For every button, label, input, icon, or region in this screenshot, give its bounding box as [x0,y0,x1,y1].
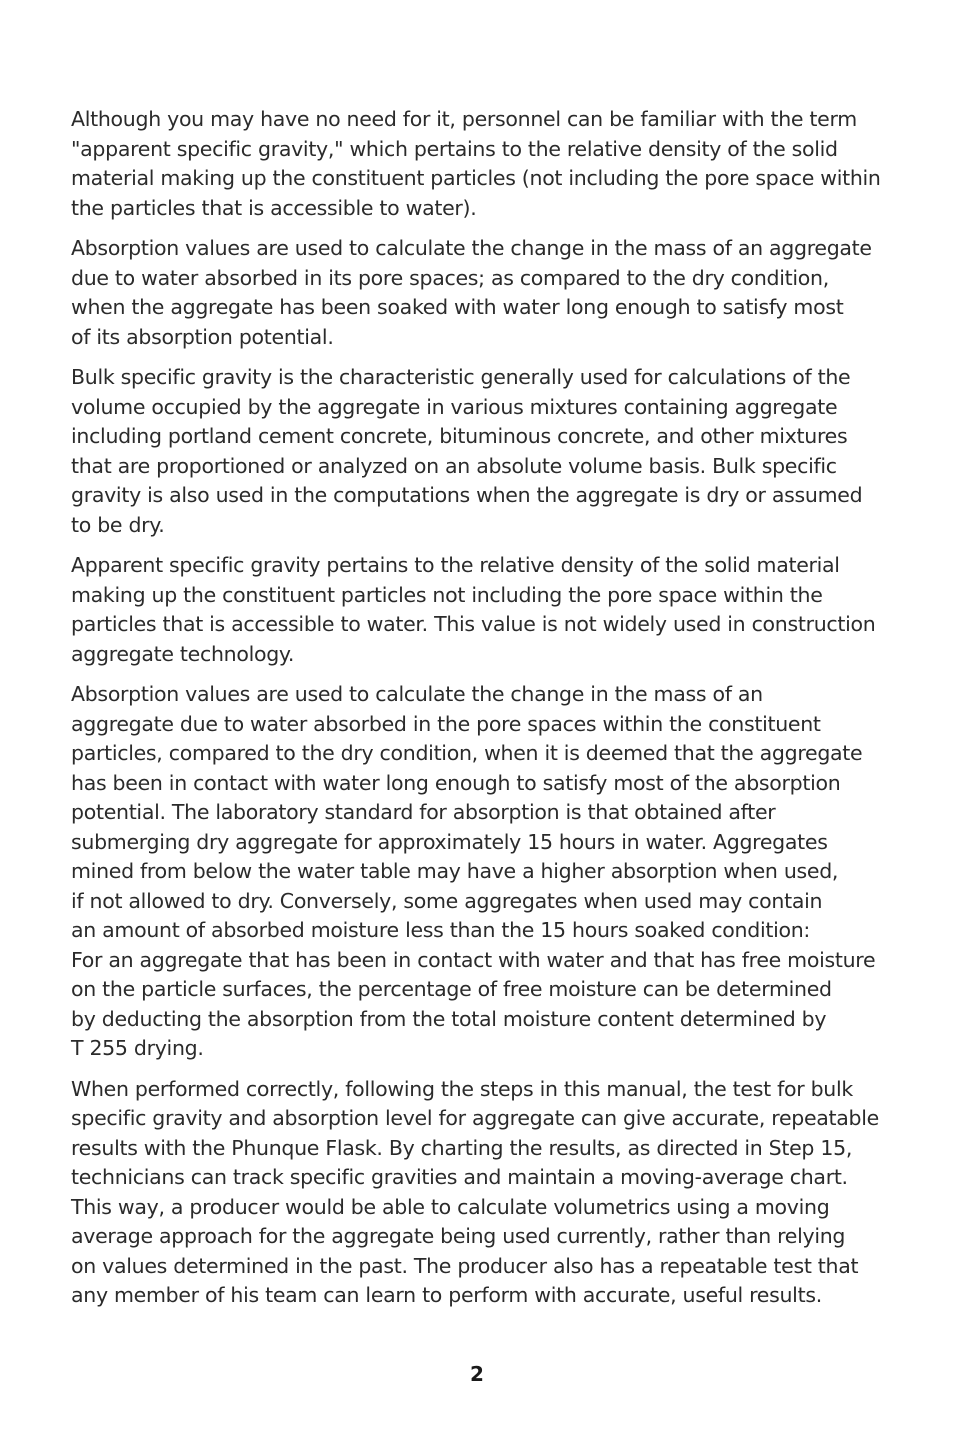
paragraph-absorption-intro: Absorption values are used to calculate the change in the mass of an aggregate due to water absorbed in its pore spaces; as compared to the dry condition, when the aggregate has been soaked with water long enough to satisfy most of its absorption potential. [71,236,872,349]
paragraph-phunque-flask-results: When performed correctly, following the steps in this manual, the test for bulk specific gravity and absorption level for aggregate can give accurate, repeatable results with the Phunque Flask. By charting the results, as directed in Step 15, technicians can track specific gravities and maintain a moving-average chart. This way, a producer would be able to calculate volumetrics using a moving average approach for the aggregate being used currently, rather than relying on values determined in the past. The producer also has a repeatable test that any member of his team can learn to perform with accurate, useful results. [71,1076,879,1307]
body-text [71,105,886,1322]
paragraph-absorption-values: Absorption values are used to calculate the change in the mass of an aggregate due to water absorbed in the pore spaces within the constituent particles, compared to the dry condition, when it is deemed that the aggregate has been in contact with water long enough to satisfy most of the absorption potential. The laboratory standard for absorption is that obtained after submerging dry aggregate for approximately 15 hours in water. Aggregates mined from below the water table may have a higher absorption when used, if not allowed to dry. Conversely, some aggregates when used may contain an amount of absorbed moisture less than the 15 hours soaked condition: For an aggregate that has been in contact with water and that has free moisture on the particle surfaces, the percentage of free moisture can be determined by deducting the absorption from the total moisture content determined by T 255 drying. [71,682,876,1060]
paragraph-apparent-specific-gravity: Apparent specific gravity pertains to the relative density of the solid material making up the constituent particles not including the pore space within the particles that is accessible to water. This value is not widely used in construction aggregate technology. [71,553,876,666]
paragraph-bulk-specific-gravity: Bulk specific gravity is the characteristic generally used for calculations of the volume occupied by the aggregate in various mixtures containing aggregate including portland cement concrete, bituminous concrete, and other mixtures that are proportioned or analyzed on an absolute volume basis. Bulk specific gravity is also used in the computations when the aggregate is dry or assumed to be dry. [71,365,863,537]
paragraph-apparent-specific-gravity-intro: Although you may have no need for it, personnel can be familiar with the term "apparent specific gravity," which pertains to the relative density of the solid material making up the constituent particles (not including the pore space within the particles that is accessible to water). [71,107,881,220]
page-number: 2 [470,1362,484,1386]
